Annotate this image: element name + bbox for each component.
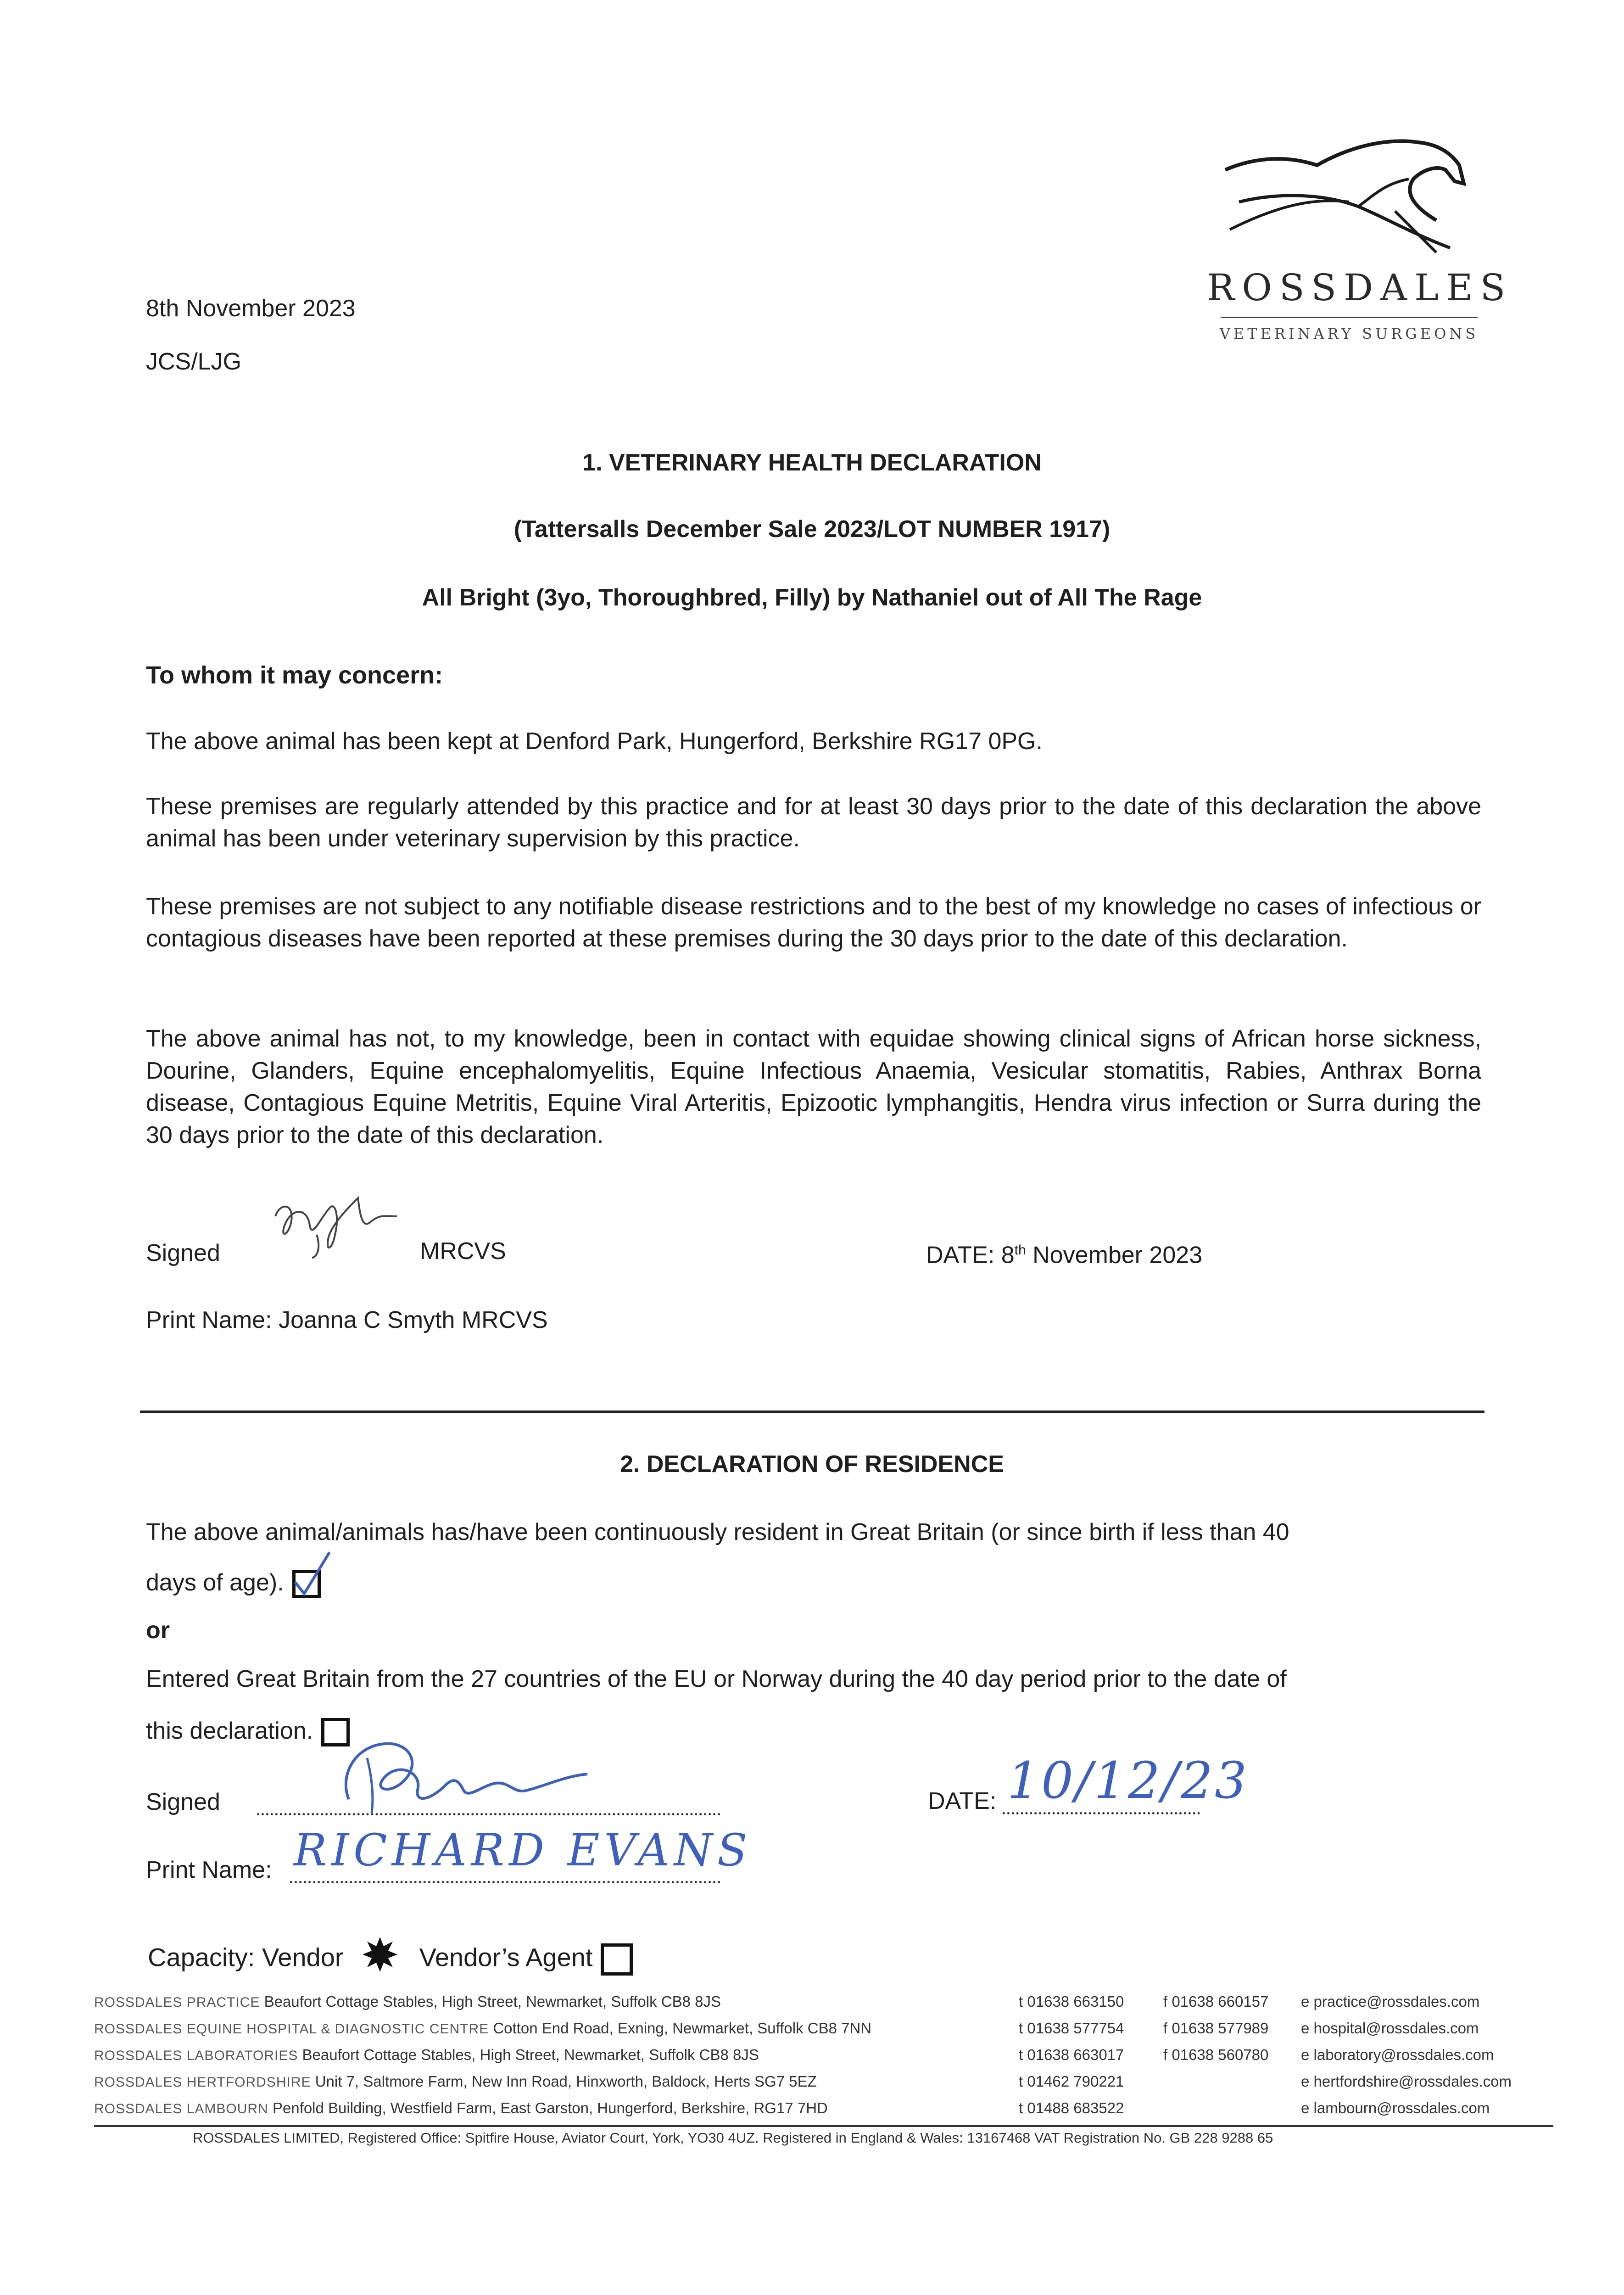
handwritten-print-name: RICHARD EVANS xyxy=(294,1825,752,1876)
footer-email[interactable]: e laboratory@rossdales.com xyxy=(1301,2046,1494,2063)
rossdales-logo xyxy=(1207,138,1513,349)
handwritten-date: 10/12/23 xyxy=(1007,1751,1249,1810)
section1-print-name: Print Name: Joanna C Smyth MRCVS xyxy=(146,1307,548,1333)
footer-fax: f 01638 660157 xyxy=(1163,1993,1269,2010)
footer-email[interactable]: e hospital@rossdales.com xyxy=(1301,2020,1479,2037)
footer-address: ROSSDALES LABORATORIES Beaufort Cottage Stables, High Street, Newmarket, Suffolk CB8 8JS xyxy=(94,2046,759,2063)
section2-print-name-label: Print Name: xyxy=(146,1857,272,1883)
section-divider xyxy=(140,1411,1484,1413)
residence-option1-line2 xyxy=(146,1566,321,1599)
check-mark-icon xyxy=(293,1550,334,1601)
footer-phone: t 01462 790221 xyxy=(1019,2073,1124,2090)
handwritten-signature-icon xyxy=(266,1189,404,1267)
vendor-marked-icon[interactable] xyxy=(362,1936,398,1982)
footer-address: ROSSDALES LAMBOURN Penfold Building, Westfield Farm, East Garston, Hungerford, Berkshire, RG17 7HD xyxy=(94,2099,828,2116)
footer-email[interactable]: e hertfordshire@rossdales.com xyxy=(1301,2073,1512,2090)
letter-date: 8th November 2023 xyxy=(146,295,356,322)
registered-office: ROSSDALES LIMITED, Registered Office: Spitfire House, Aviator Court, York, YO30 4UZ. Registered in England & Wales: 13167468 VAT Registration No. GB 228 9288 65 xyxy=(193,2130,1273,2146)
logo-divider xyxy=(1221,317,1478,318)
section2-title: 2. DECLARATION OF RESIDENCE xyxy=(620,1451,1004,1478)
mrcvs-label: MRCVS xyxy=(420,1238,506,1265)
footer-fax: f 01638 560780 xyxy=(1163,2046,1269,2063)
section1-subtitle: (Tattersalls December Sale 2023/LOT NUMBER 1917) xyxy=(513,516,1111,543)
footer-email[interactable]: e lambourn@rossdales.com xyxy=(1301,2099,1490,2116)
residence-option2-line2 xyxy=(146,1714,350,1747)
section1-title: 1. VETERINARY HEALTH DECLARATION xyxy=(582,449,1042,476)
option2-line2-text: this declaration. xyxy=(146,1718,313,1744)
section2-date-label: DATE: xyxy=(928,1788,997,1814)
or-label: or xyxy=(146,1617,170,1644)
paragraph-premises: The above animal has been kept at Denford Park, Hungerford, Berkshire RG17 0PG. xyxy=(146,728,1043,755)
signed-label: Signed xyxy=(146,1240,220,1266)
section1-date: DATE: 8th November 2023 xyxy=(926,1242,1203,1269)
footer-phone: t 01638 663150 xyxy=(1019,1993,1124,2010)
footer-divider xyxy=(94,2125,1553,2127)
footer-phone: t 01488 683522 xyxy=(1019,2099,1124,2116)
capacity-vendor-label: Capacity: Vendor xyxy=(148,1942,344,1972)
paragraph-supervision: These premises are regularly attended by this practice and for at least 30 days prior to the date of this declaration the above animal has been under veterinary supervision by this practice. xyxy=(146,793,1481,852)
footer-phone: t 01638 663017 xyxy=(1019,2046,1124,2063)
footer-address: ROSSDALES EQUINE HOSPITAL & DIAGNOSTIC CENTRE Cotton End Road, Exning, Newmarket, Suffolk CB8 7NN xyxy=(94,2020,872,2037)
section2-signed-label: Signed xyxy=(146,1789,220,1815)
footer-phone: t 01638 577754 xyxy=(1019,2020,1124,2037)
reference-code: JCS/LJG xyxy=(146,348,242,375)
footer-email[interactable]: e practice@rossdales.com xyxy=(1301,1993,1480,2010)
date-dotted-line xyxy=(1003,1812,1200,1814)
residence-option1-text: The above animal/animals has/have been continuously resident in Great Britain (or since birth if less than 40 xyxy=(146,1519,1289,1545)
logo-subtitle: VETERINARY SURGEONS xyxy=(1219,325,1479,342)
paragraph-restrictions: These premises are not subject to any notifiable disease restrictions and to the best of my knowledge no cases of infectious or contagious diseases have been reported at these premises during the 30 days prior to the date of this declaration. xyxy=(146,893,1481,952)
logo-name: ROSSDALES xyxy=(1207,266,1513,309)
horse-line-art-icon xyxy=(1221,138,1478,257)
footer-address: ROSSDALES PRACTICE Beaufort Cottage Stables, High Street, Newmarket, Suffolk CB8 8JS xyxy=(94,1993,721,2010)
vendor-agent-checkbox[interactable] xyxy=(601,1943,633,1976)
vendor-agent-label: Vendor’s Agent xyxy=(419,1942,593,1972)
residence-option2-text: Entered Great Britain from the 27 countries of the EU or Norway during the 40 day period prior to the date of xyxy=(146,1666,1287,1692)
salutation: To whom it may concern: xyxy=(146,661,443,689)
option1-checkbox[interactable] xyxy=(292,1570,321,1598)
handwritten-signature-icon xyxy=(330,1730,606,1822)
footer-fax: f 01638 577989 xyxy=(1163,2020,1269,2037)
option1-line2-text: days of age). xyxy=(146,1569,284,1596)
footer-address: ROSSDALES HERTFORDSHIRE Unit 7, Saltmore Farm, New Inn Road, Hinxworth, Baldock, Herts SG7 5EZ xyxy=(94,2073,817,2090)
print-name-dotted-line xyxy=(290,1881,720,1883)
capacity-row xyxy=(148,1936,633,1982)
paragraph-diseases: The above animal has not, to my knowledge, been in contact with equidae showing clinical signs of African horse sickness, Dourine, Glanders, Equine encephalomyelitis, Equine Infectious Anaemia, Vesicular stomatitis, Rabies, Anthrax Borna disease, Contagious Equine Metritis, Equine Viral Arteritis, Epizootic lymphangitis, Hendra virus infection or Surra during the 30 days prior to the date of this declaration. xyxy=(146,1025,1481,1148)
animal-description: All Bright (3yo, Thoroughbred, Filly) by Nathaniel out of All The Rage xyxy=(422,584,1202,611)
